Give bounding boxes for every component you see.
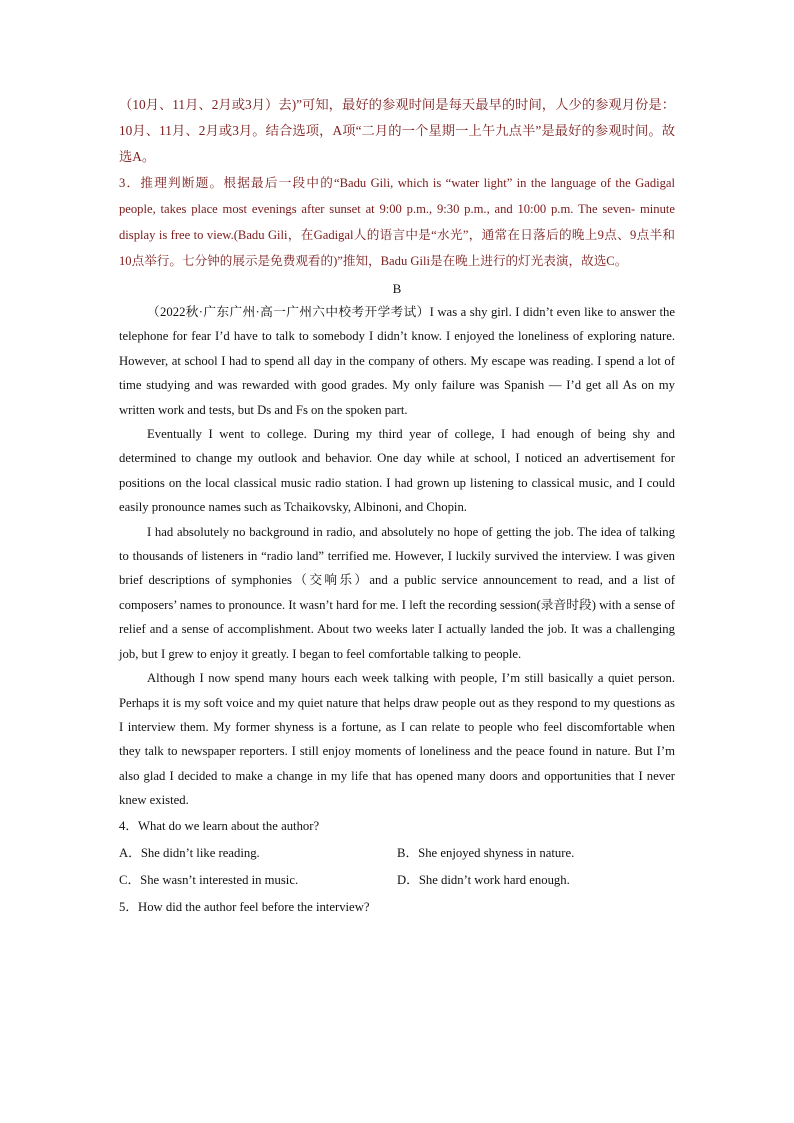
passage-paragraph: Although I now spend many hours each week talking with people, I’m still basically a quiet person. Perhaps it is my soft voice and my quiet nature that helps draw people out as they respond to my questions as I interview them. My former shyness is a fortune, as I can relate to people who feel discomfortable when they talk to newspaper reporters. I still enjoy moments of loneliness and the peace found in nature. But I’m also glad I decided to make a change in my life that has opened many doors and opportunities that I never knew existed. — [119, 671, 675, 808]
option-b: B．She enjoyed shyness in nature. — [397, 845, 575, 860]
option-a: A．She didn’t like reading. — [119, 845, 260, 860]
answer-paragraph-2: （10月、11月、2月或3月）去)”可知，最好的参观时间是每天最早的时间，人少的参观月份是：10月、11月、2月或3月。结合选项，A项“二月的一个星期一上午九点半”是最好的参观时间。故选A。 — [119, 97, 675, 164]
reading-passage — [119, 300, 675, 813]
options-row — [119, 867, 675, 894]
question-stem: 4．What do we learn about the author? — [119, 818, 320, 833]
passage-paragraph: （2022秋·广东广州·高一广州六中校考开学考试）I was a shy girl. I didn’t even like to answer the telephone for fear I’d have to talk to somebody I didn’t know. I enjoyed the loneliness of exploring nature. However, at school I had to spend all day in the company of others. My escape was reading. I spend a lot of time studying and was rewarded with good grades. My only failure was Spanish — I’d get all As on my written work and tests, but Ds and Fs on the spoken part. — [119, 305, 675, 417]
question-4 — [119, 813, 675, 894]
passage-paragraph: I had absolutely no background in radio, and absolutely no hope of getting the job. The idea of talking to thousands of listeners in “radio land” terrified me. However, I luckily survived the interview. I was given brief descriptions of symphonies（交响乐）and a public service announcement to read, and a list of composers’ names to pronounce. It wasn’t hard for me. I left the recording session(录音时段) with a sense of relief and a sense of accomplishment. About two weeks later I actually landed the job. It was a challenging job, but I grew to enjoy it greatly. I began to feel comfortable talking to people. — [119, 524, 675, 661]
document-page — [119, 92, 675, 921]
question-5 — [119, 894, 675, 921]
section-letter: B — [392, 281, 402, 296]
options-row — [119, 840, 675, 867]
option-d: D．She didn’t work hard enough. — [397, 872, 570, 887]
option-c: C．She wasn’t interested in music. — [119, 872, 299, 887]
answer-paragraph-3: 3．推理判断题。根据最后一段中的“Badu Gili, which is “water light” in the language of the Gadigal people, takes place most evenings after sunset at 9:00 p.m., 9:30 p.m., and 10:00 p.m. The seven- minute display is free to view.(Badu Gili，在Gadigal人的语言中是“水光”，通常在日落后的晚上9点、9点半和10点举行。七分钟的展示是免费观看的)”推知，Badu Gili是在晚上进行的灯光表演，故选C。 — [119, 176, 675, 268]
passage-paragraph: Eventually I went to college. During my third year of college, I had enough of being shy and determined to change my outlook and behavior. One day while at school, I noticed an advertisement for positions on the local classical music radio station. I had grown up listening to classical music, and I could easily pronounce names such as Tchaikovsky, Albinoni, and Chopin. — [119, 427, 675, 515]
question-stem: 5．How did the author feel before the interview? — [119, 899, 370, 914]
answer-explanation — [119, 92, 675, 274]
